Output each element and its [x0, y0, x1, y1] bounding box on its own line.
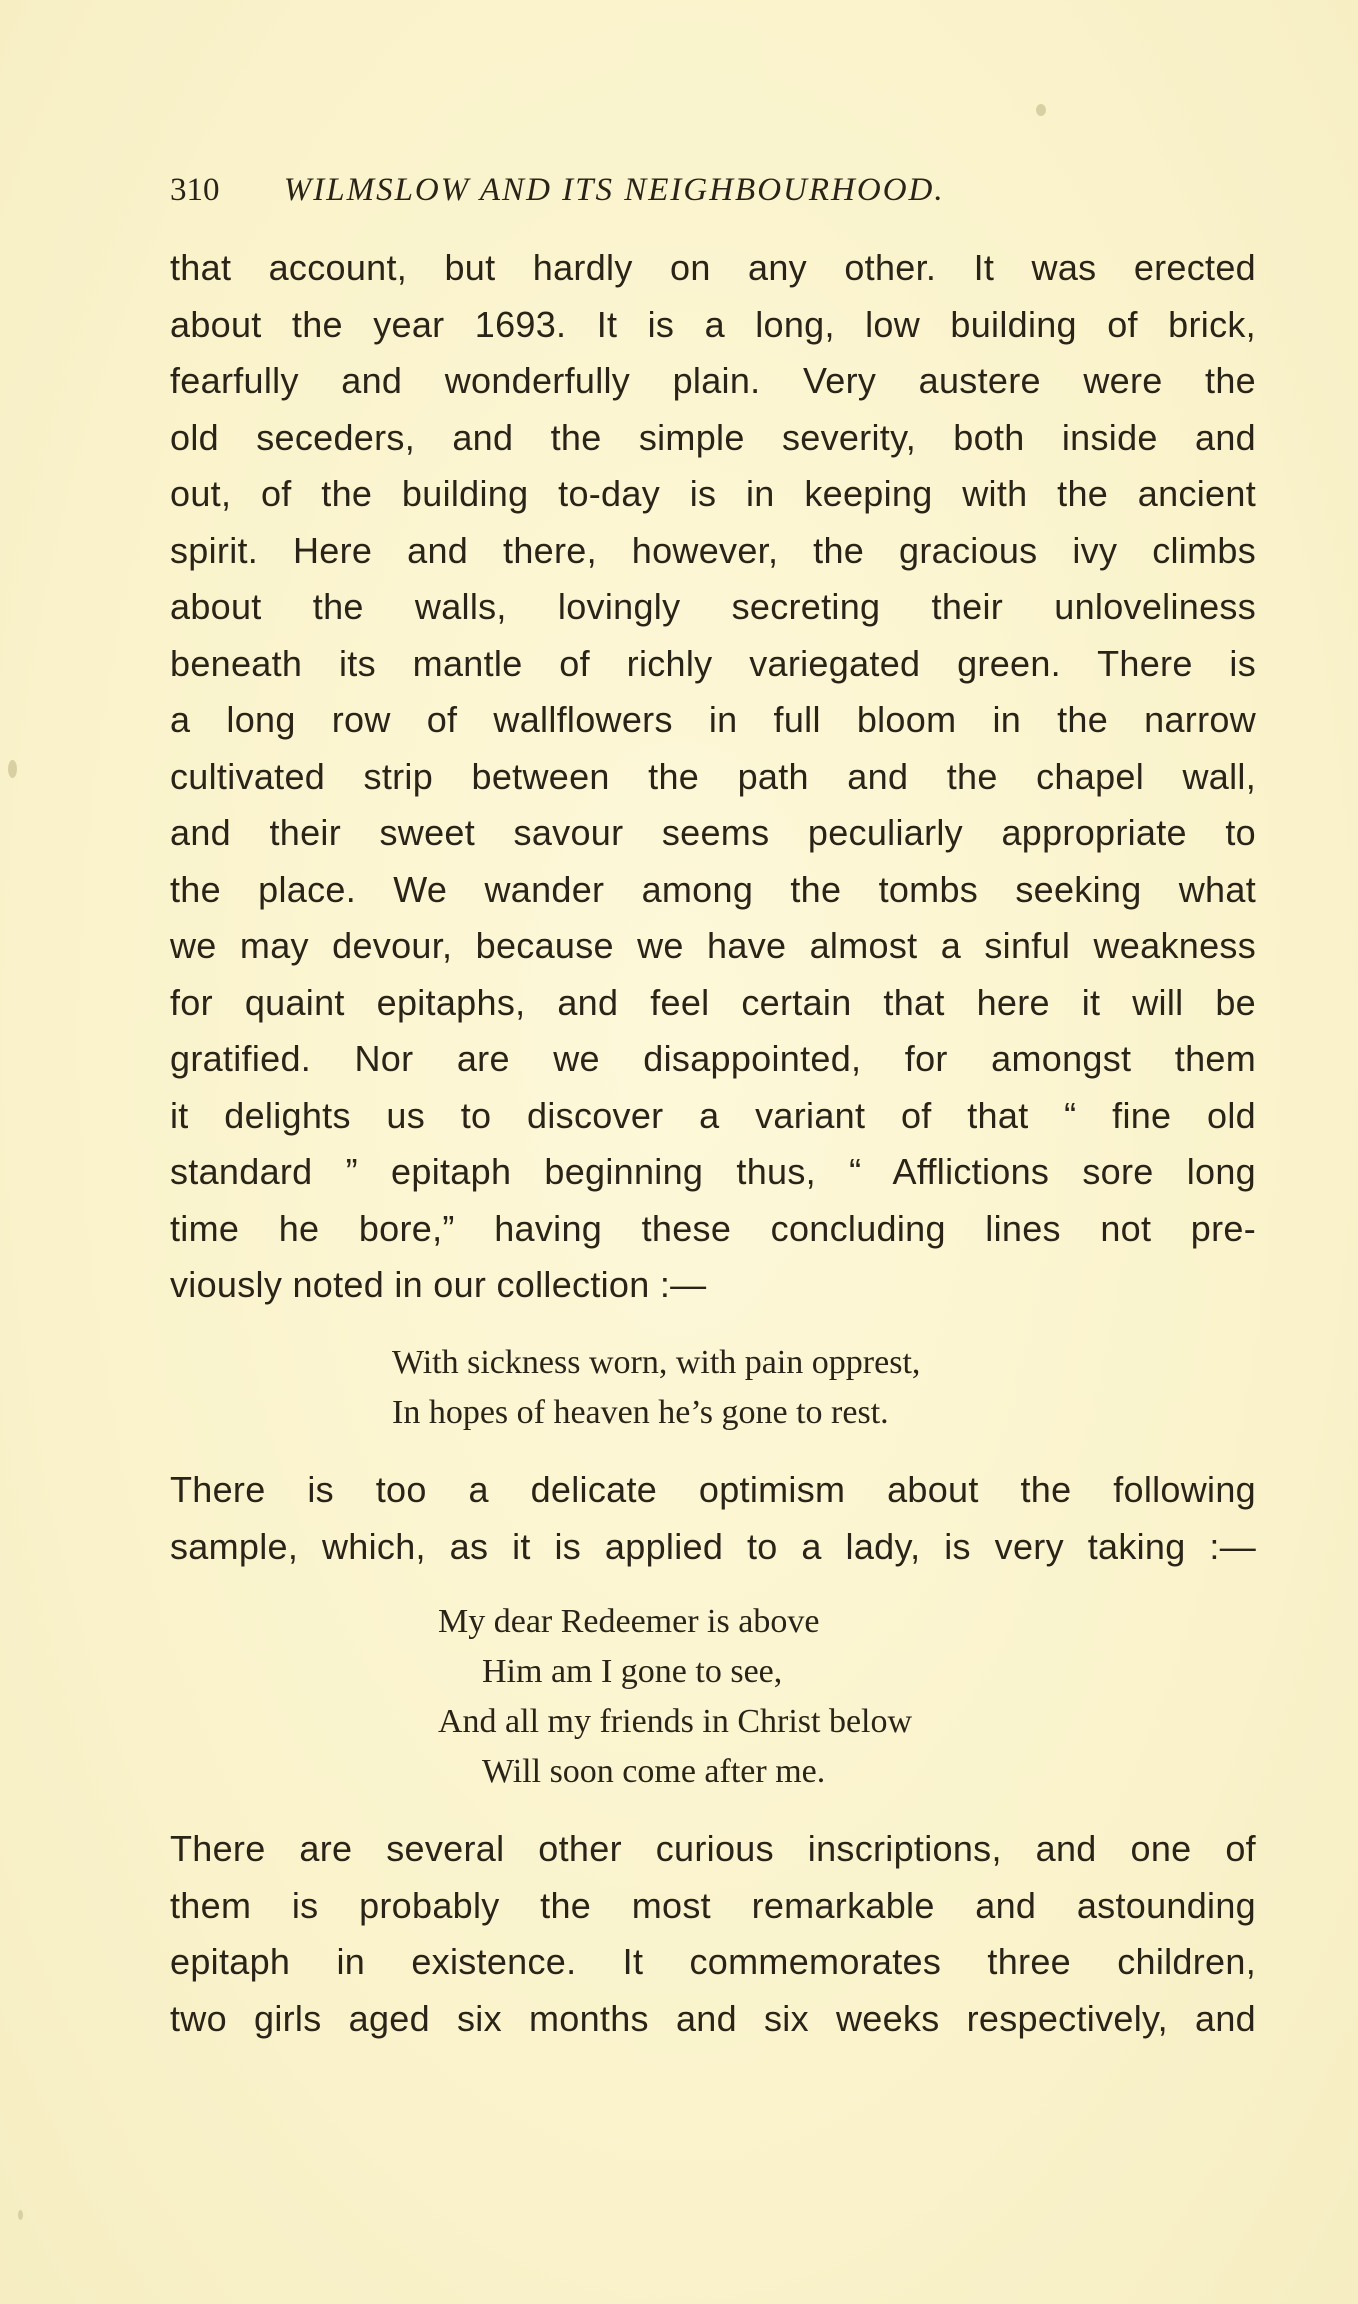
text-line: standard ” epitaph beginning thus, “ Afflictions sore long	[170, 1151, 1256, 1192]
paper-speck	[8, 760, 17, 778]
verse-2	[438, 1597, 912, 1797]
text-line: and their sweet savour seems peculiarly appropriate to	[170, 812, 1256, 853]
text-line: time he bore,” having these concluding lines not pre-	[170, 1207, 1256, 1249]
verse-line: With sickness worn, with pain opprest,	[392, 1344, 921, 1381]
text-line: There are several other curious inscriptions, and one of	[170, 1828, 1256, 1869]
paper-speck	[1036, 104, 1046, 116]
text-line: out, of the building to-day is in keeping with the ancient	[170, 473, 1256, 514]
running-title: WILMSLOW AND ITS NEIGHBOURHOOD.	[283, 172, 945, 208]
text-line: about the walls, lovingly secreting their unloveliness	[170, 586, 1256, 627]
text-line: cultivated strip between the path and the chapel wall,	[170, 755, 1256, 797]
paragraph-1	[170, 240, 1256, 1314]
text-line: gratified. Nor are we disappointed, for amongst them	[170, 1038, 1256, 1079]
text-line: There is too a delicate optimism about the following	[170, 1469, 1256, 1510]
verse-line: And all my friends in Christ below	[438, 1703, 913, 1740]
text-line: old seceders, and the simple severity, both inside and	[170, 416, 1256, 458]
text-line: sample, which, as it is applied to a lady, is very taking :—	[170, 1525, 1256, 1567]
paper-speck	[18, 2210, 23, 2220]
text-line: beneath its mantle of richly variegated green. There is	[170, 642, 1256, 684]
verse-line: In hopes of heaven he’s gone to rest.	[392, 1394, 889, 1431]
running-head	[170, 168, 1270, 212]
verse-line: Him am I gone to see,	[482, 1653, 783, 1690]
text-line: the place. We wander among the tombs seeking what	[170, 868, 1256, 910]
paragraph-2	[170, 1462, 1256, 1575]
text-line: epitaph in existence. It commemorates three children,	[170, 1941, 1256, 1982]
text-line: spirit. Here and there, however, the gracious ivy climbs	[170, 529, 1256, 571]
text-line: two girls aged six months and six weeks respectively, and	[170, 1997, 1256, 2039]
text-line: fearfully and wonderfully plain. Very austere were the	[170, 360, 1256, 401]
text-line: them is probably the most remarkable and astounding	[170, 1884, 1256, 1926]
page-number: 310	[170, 172, 220, 208]
verse-line: My dear Redeemer is above	[438, 1603, 820, 1640]
paragraph-3	[170, 1821, 1256, 2047]
text-line: viously noted in our collection :—	[170, 1264, 707, 1305]
text-line: a long row of wallflowers in full bloom in the narrow	[170, 699, 1256, 740]
text-line: about the year 1693. It is a long, low building of brick,	[170, 303, 1256, 345]
text-line: we may devour, because we have almost a sinful weakness	[170, 925, 1256, 966]
verse-line: Will soon come after me.	[482, 1753, 826, 1790]
text-line: that account, but hardly on any other. It was erected	[170, 247, 1256, 288]
text-line: it delights us to discover a variant of that “ fine old	[170, 1094, 1256, 1136]
verse-1	[392, 1338, 920, 1438]
text-line: for quaint epitaphs, and feel certain that here it will be	[170, 981, 1256, 1023]
